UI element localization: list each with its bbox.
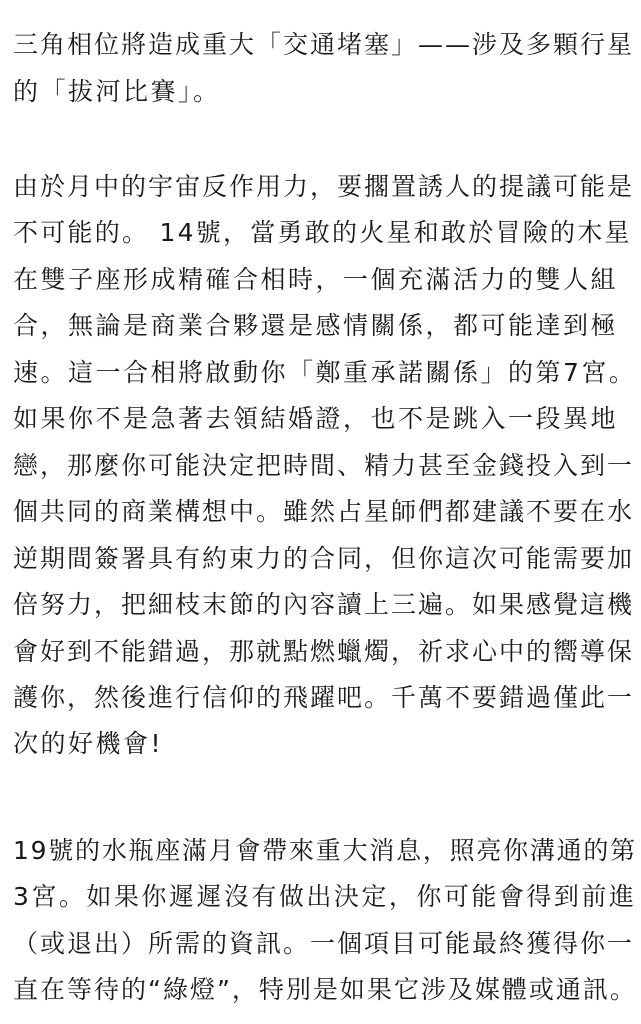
text-line: 速。這一合相將啟動你「鄭重承諾關係」的第7宮。 (13, 358, 637, 387)
text-line: 19號的水瓶座滿月會帶來重大消息，照亮你溝通的第 (13, 836, 637, 865)
text-line: 戀，那麼你可能決定把時間、精力甚至金錢投入到一 (13, 451, 635, 480)
text-line: 逆期間簽署具有約束力的合同，但你這次可能需要加 (13, 544, 635, 573)
text-line: 合，無論是商業合夥還是感情關係，都可能達到極 (13, 311, 619, 340)
text-line: 如果你不是急著去領結婚證，也不是跳入一段異地 (13, 404, 619, 433)
text-line: 次的好機會! (13, 729, 164, 758)
text-line: 三角相位將造成重大「交通堵塞」——涉及多顆行星 (13, 30, 635, 59)
text-line: （或退出）所需的資訊。一個項目可能最終獲得你一 (13, 929, 635, 958)
text-line: 個共同的商業構想中。雖然占星師們都建議不要在水 (13, 497, 635, 526)
text-line: 直在等待的“綠燈”，特別是如果它涉及媒體或通訊。 (13, 975, 637, 1004)
text-line: 的「拔河比賽」。 (13, 77, 221, 106)
text-line: 在雙子座形成精確合相時，一個充滿活力的雙人組 (13, 265, 619, 294)
text-line: 3宮。如果你遲遲沒有做出決定，你可能會得到前進 (13, 882, 637, 911)
text-line: 倍努力，把細枝末節的內容讀上三遍。如果感覺這機 (13, 590, 635, 619)
text-line: 不可能的。 14號，當勇敢的火星和敢於冒險的木星 (13, 218, 632, 247)
text-line: 會好到不能錯過，那就點燃蠟燭，祈求心中的嚮導保 (13, 637, 635, 666)
text-line: 由於月中的宇宙反作用力，要擱置誘人的提議可能是 (13, 172, 635, 201)
text-line: 護你，然後進行信仰的飛躍吧。千萬不要錯過僅此一 (13, 683, 635, 712)
